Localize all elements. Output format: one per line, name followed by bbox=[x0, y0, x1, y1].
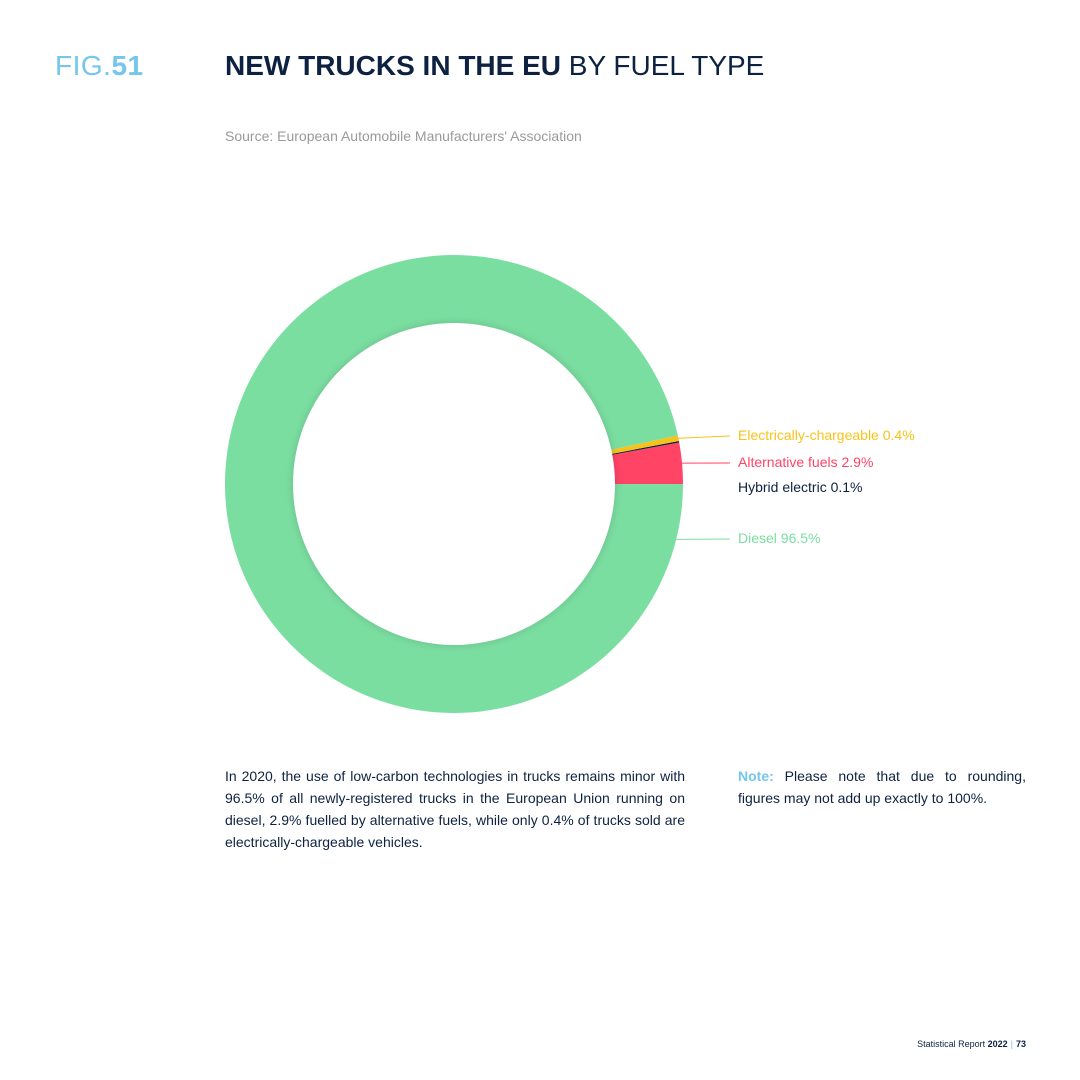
footer-separator: | bbox=[1010, 1039, 1013, 1049]
chart-title-light: BY FUEL TYPE bbox=[561, 50, 765, 81]
label-hybrid-electric: Hybrid electric 0.1% bbox=[738, 479, 863, 495]
chart-description: In 2020, the use of low-carbon technologies in trucks remains minor with 96.5% of all newly-registered trucks in the European Union running on diesel, 2.9% fuelled by alternative fuels, while only 0.4% of trucks sold are electrically-chargeable vehicles. bbox=[225, 768, 685, 850]
label-diesel: Diesel 96.5% bbox=[738, 530, 821, 546]
figure-prefix: FIG. bbox=[55, 50, 112, 81]
donut-hole bbox=[293, 323, 615, 645]
leader-line-electrically-chargeable bbox=[678, 436, 730, 438]
figure-number: 51 bbox=[111, 50, 144, 81]
label-electrically-chargeable: Electrically-chargeable 0.4% bbox=[738, 427, 915, 443]
chart-note bbox=[738, 765, 1026, 809]
note-label: Note: bbox=[738, 768, 774, 784]
footer-page: 73 bbox=[1015, 1039, 1026, 1049]
chart-title-bold: NEW TRUCKS IN THE EU bbox=[225, 50, 561, 81]
page-footer bbox=[917, 1039, 1026, 1049]
chart-source: Source: European Automobile Manufacturers' Association bbox=[225, 128, 582, 144]
note-text: Please note that due to rounding, figures may not add up exactly to 100%. bbox=[738, 768, 1026, 806]
label-alternative-fuels: Alternative fuels 2.9% bbox=[738, 454, 874, 470]
footer-report: Statistical Report bbox=[917, 1039, 988, 1049]
footer-year: 2022 bbox=[987, 1039, 1008, 1049]
